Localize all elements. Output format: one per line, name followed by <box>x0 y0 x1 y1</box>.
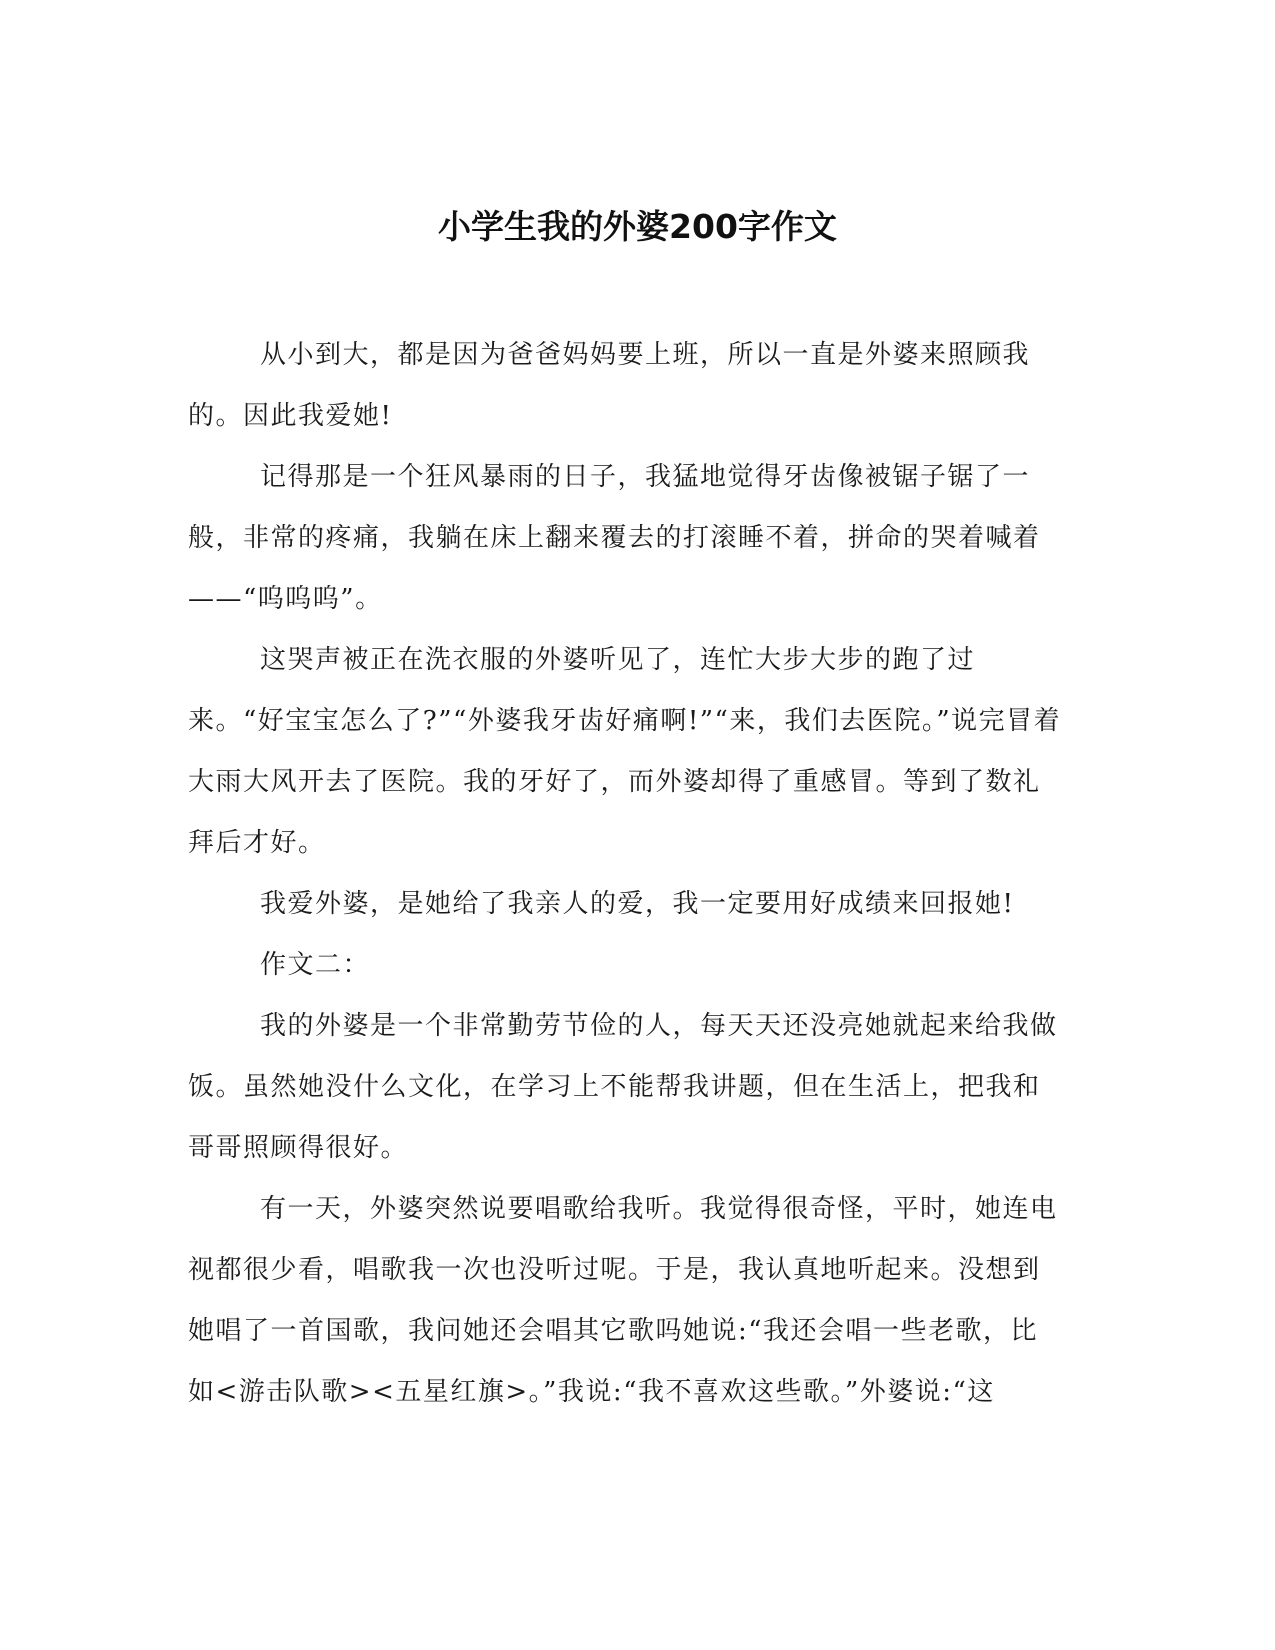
document-body <box>188 325 1063 1423</box>
paragraph: 记得那是一个狂风暴雨的日子，我猛地觉得牙齿像被锯子锯了一般，非常的疼痛，我躺在床上翻来覆去的打滚睡不着，拼命的哭着喊着——“呜呜呜”。 <box>188 462 1041 614</box>
paragraph: 这哭声被正在洗衣服的外婆听见了，连忙大步大步的跑了过来。“好宝宝怎么了?”“外婆我牙齿好痛啊!”“来，我们去医院。”说完冒着大雨大风开去了医院。我的牙好了，而外婆却得了重感冒。等到了数礼拜后才好。 <box>188 645 1062 858</box>
document-title: 小学生我的外婆200字作文 <box>438 207 837 246</box>
paragraph-subheading: 作文二： <box>260 950 371 980</box>
paragraph: 有一天，外婆突然说要唱歌给我听。我觉得很奇怪，平时，她连电视都很少看，唱歌我一次也没听过呢。于是，我认真地听起来。没想到她唱了一首国歌，我问她还会唱其它歌吗她说:“我还会唱一些老歌，比如<游击队歌><五星红旗>。”我说:“我不喜欢这些歌。”外婆说:“这 <box>188 1194 1058 1407</box>
paragraph: 我的外婆是一个非常勤劳节俭的人，每天天还没亮她就起来给我做饭。虽然她没什么文化，在学习上不能帮我讲题，但在生活上，把我和哥哥照顾得很好。 <box>188 1011 1058 1163</box>
paragraph: 从小到大，都是因为爸爸妈妈要上班，所以一直是外婆来照顾我的。因此我爱她! <box>188 340 1031 431</box>
paragraph: 我爱外婆，是她给了我亲人的爱，我一定要用好成绩来回报她! <box>260 889 1015 919</box>
